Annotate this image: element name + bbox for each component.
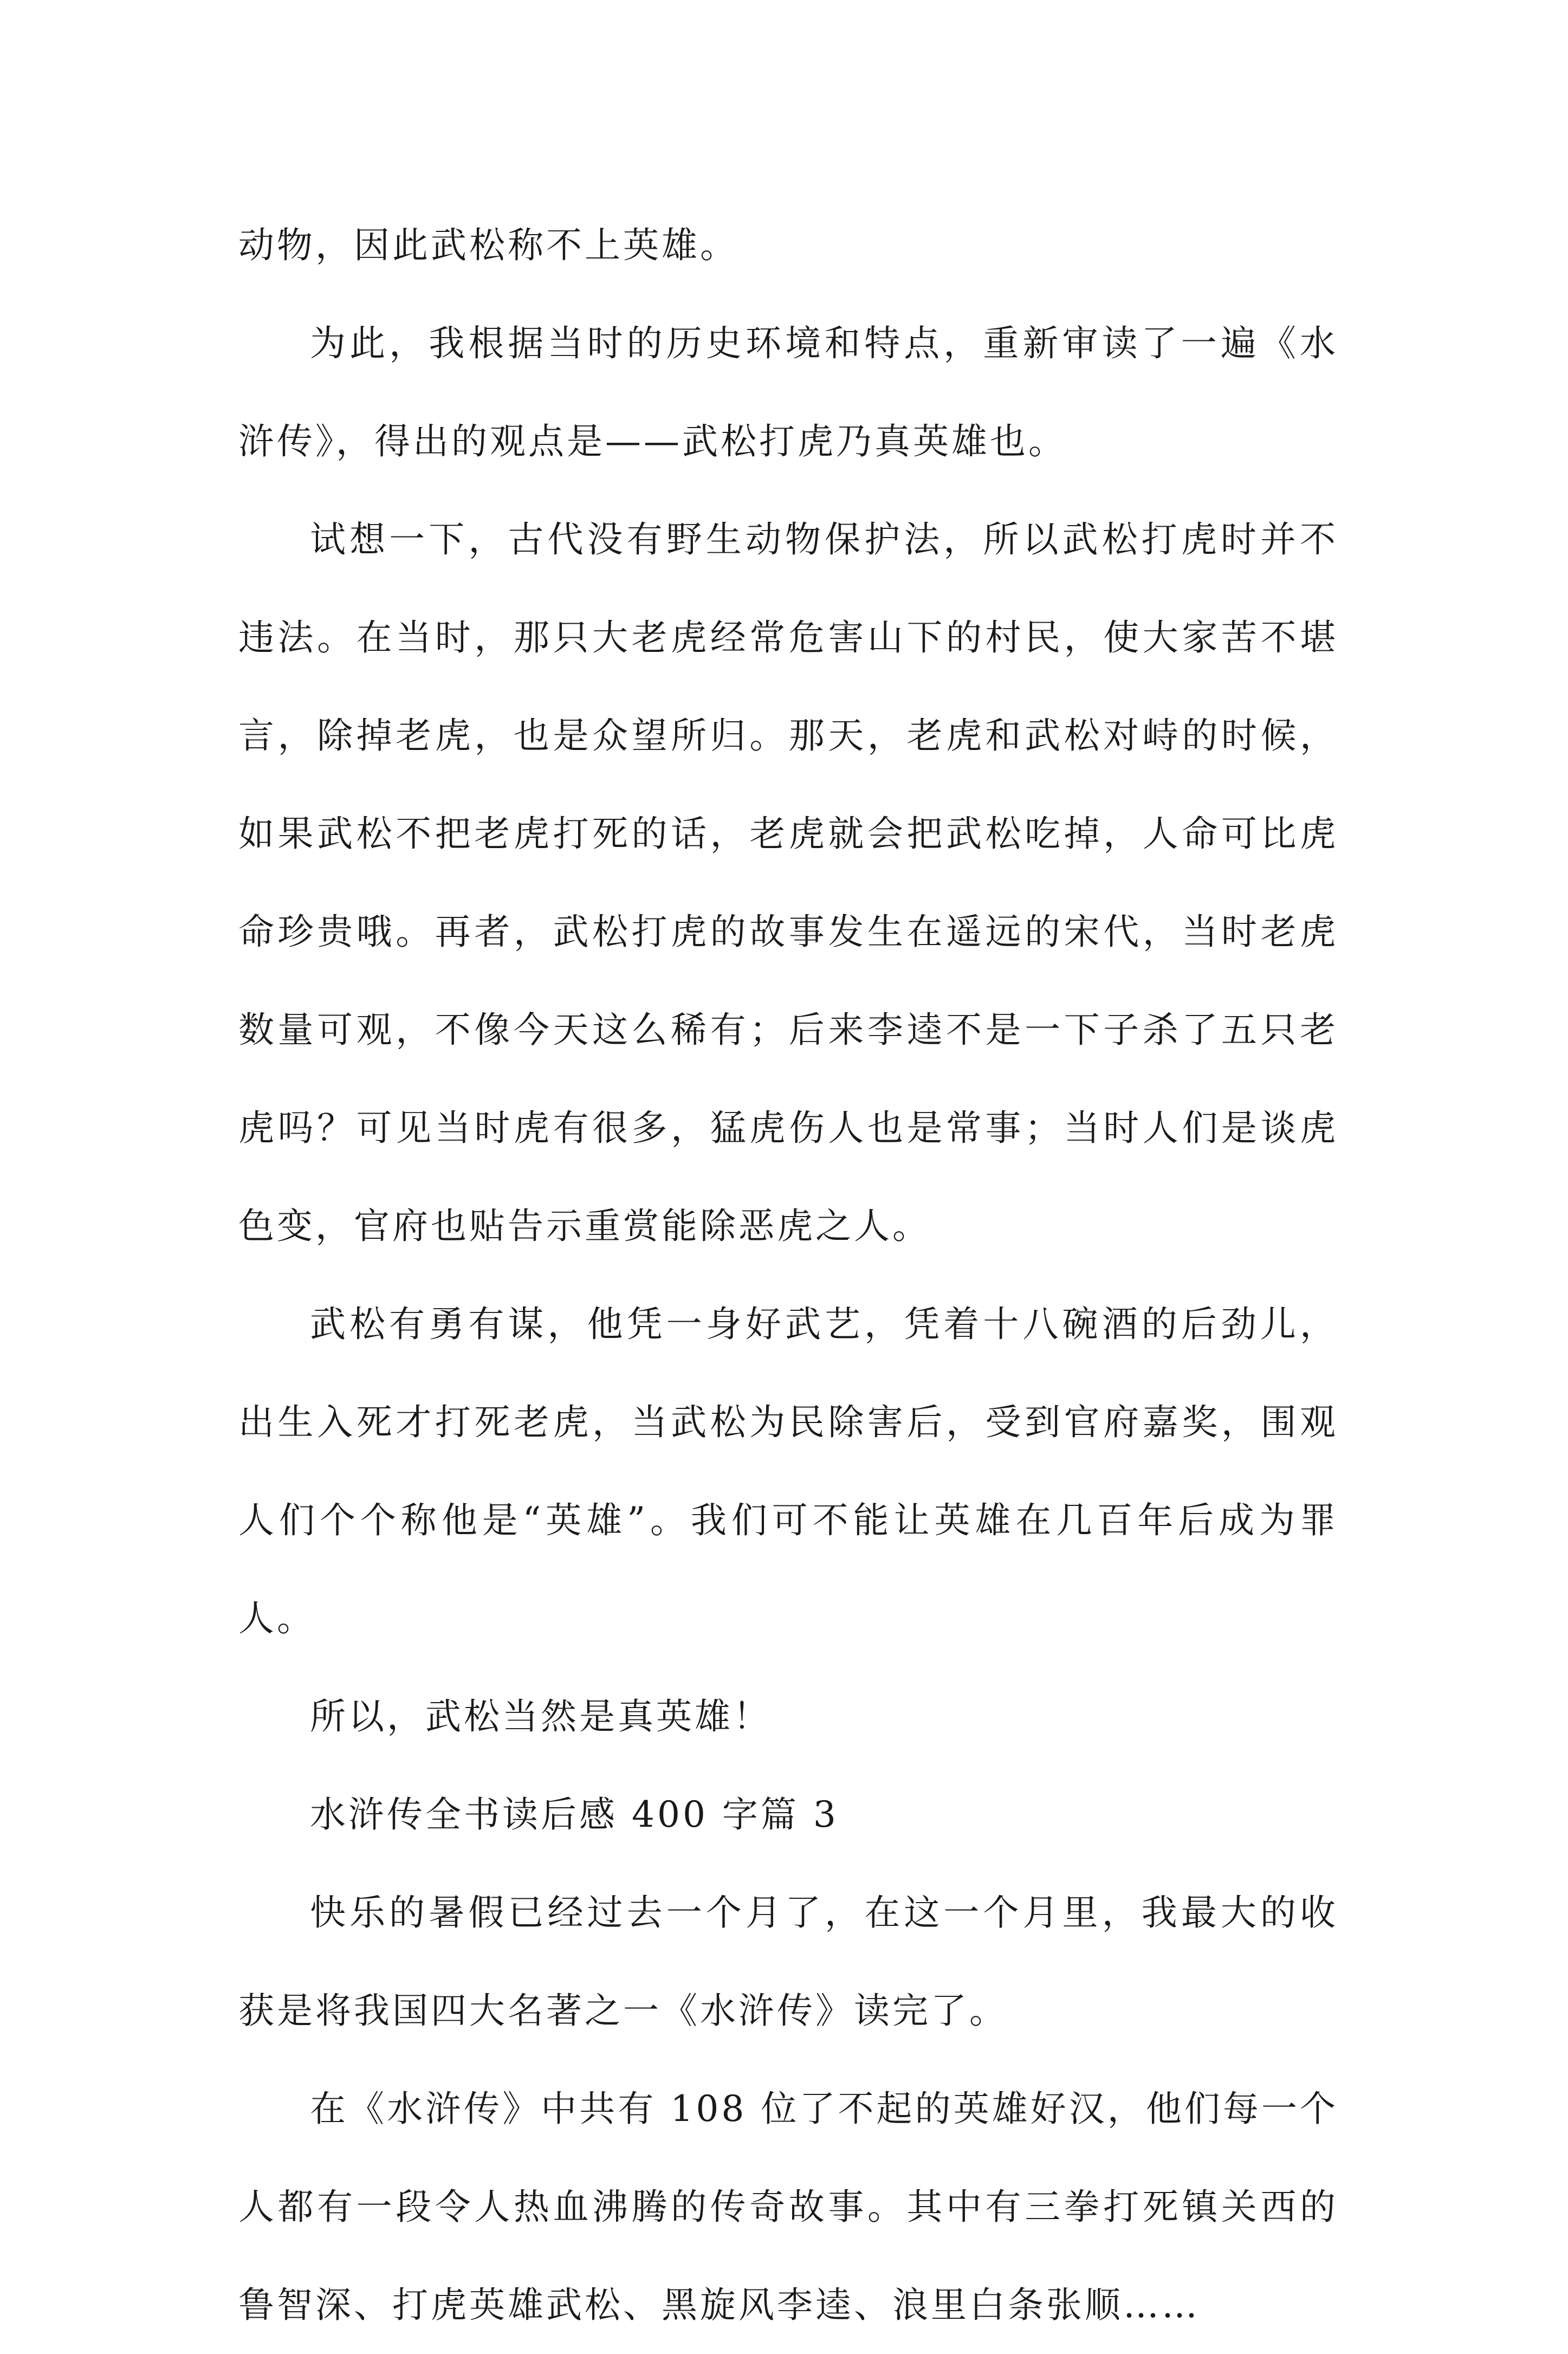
paragraph-continuation: 动物，因此武松称不上英雄。 xyxy=(238,224,738,266)
paragraph-viewpoint: 为此，我根据当时的历史环境和特点，重新审读了一遍《水浒传》，得出的观点是——武松打虎乃真英雄也。 xyxy=(238,322,1338,462)
section-heading: 水浒传全书读后感 400 字篇 3 xyxy=(310,1794,839,1835)
paragraph-summer: 快乐的暑假已经过去一个月了，在这一个月里，我最大的收获是将我国四大名著之一《水浒传》读完了。 xyxy=(238,1892,1338,2032)
paragraph-courage: 武松有勇有谋，他凭一身好武艺，凭着十八碗酒的后劲儿，出生入死才打死老虎，当武松为民除害后，受到官府嘉奖，围观人们个个称他是“英雄”。我们可不能让英雄在几百年后成为罪人。 xyxy=(238,1303,1338,1639)
document-body xyxy=(238,196,1338,2354)
paragraph-heroes: 在《水浒传》中共有 108 位了不起的英雄好汉，他们每一个人都有一段令人热血沸腾的传奇故事。其中有三拳打死镇关西的鲁智深、打虎英雄武松、黑旋风李逵、浪里白条张顺…… xyxy=(238,2088,1338,2326)
paragraph-conclusion: 所以，武松当然是真英雄！ xyxy=(310,1696,772,1737)
paragraph-argument: 试想一下，古代没有野生动物保护法，所以武松打虎时并不违法。在当时，那只大老虎经常危害山下的村民，使大家苦不堪言，除掉老虎，也是众望所归。那天，老虎和武松对峙的时候，如果武松不把老虎打死的话，老虎就会把武松吃掉，人命可比虎命珍贵哦。再者，武松打虎的故事发生在遥远的宋代，当时老虎数量可观，不像今天这么稀有；后来李逵不是一下子杀了五只老虎吗？可见当时虎有很多，猛虎伤人也是常事；当时人们是谈虎色变，官府也贴告示重赏能除恶虎之人。 xyxy=(238,519,1338,1247)
